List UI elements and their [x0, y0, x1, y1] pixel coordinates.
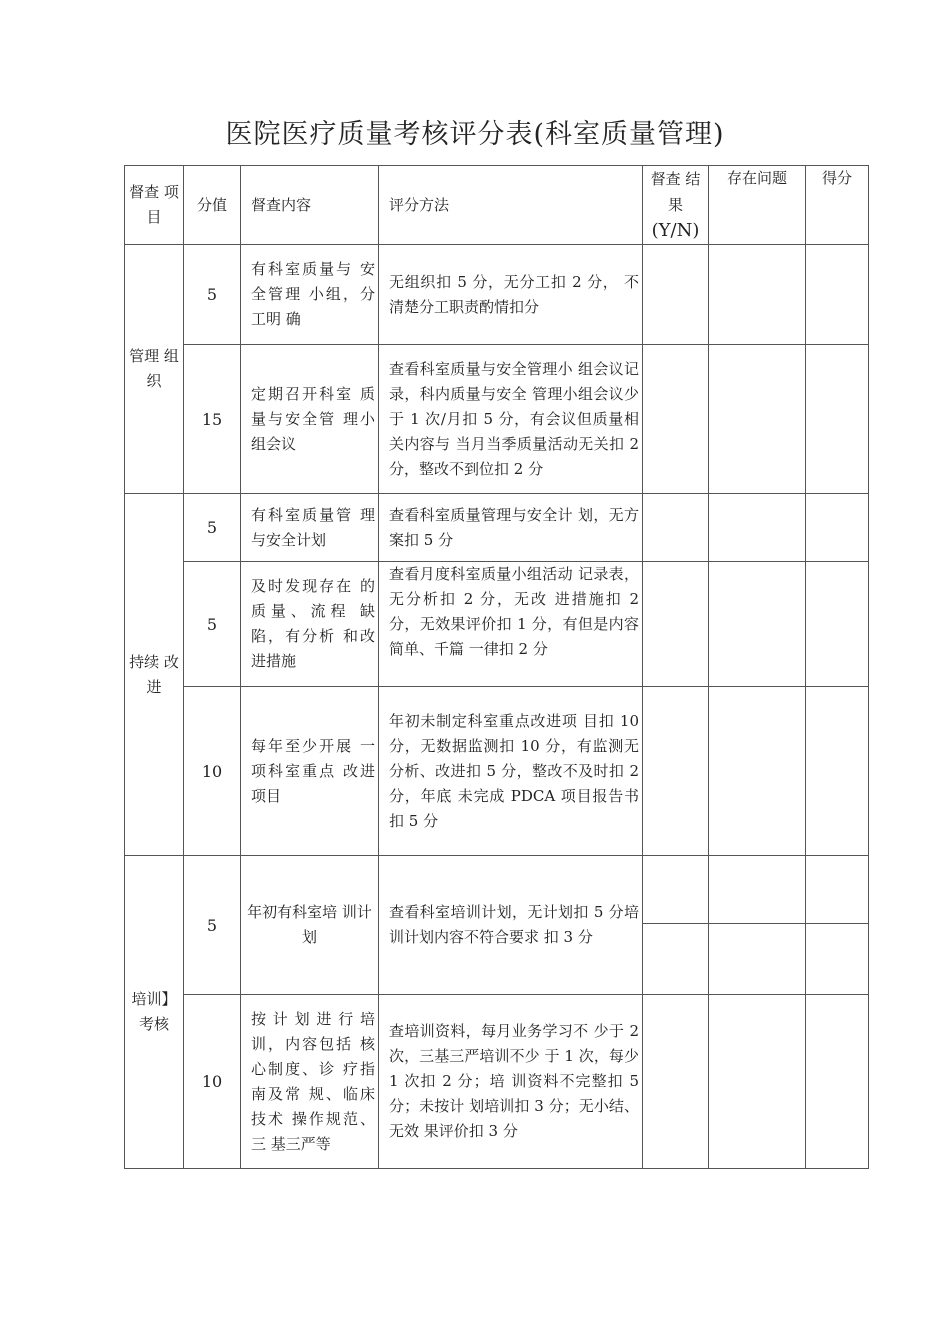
table-row	[125, 494, 869, 562]
points-cell	[806, 687, 869, 856]
score-cell: 5	[184, 245, 241, 345]
content-cell: 有科室质量与 安全管理 小组，分工明 确	[241, 245, 379, 345]
problem-cell	[709, 995, 806, 1169]
score-cell: 5	[184, 562, 241, 687]
method-cell: 查培训资料，每月业务学习不 少于 2 次，三基三严培训不少 于 1 次，每少 1 次扣 2 分；培 训资料不完整扣 5 分；未按计 划培训扣 3 分；无小结、无效 果评价扣 3 分	[379, 995, 643, 1169]
header-method: 评分方法	[379, 166, 643, 245]
header-score: 分值	[184, 166, 241, 245]
points-cell	[806, 494, 869, 562]
score-cell: 5	[184, 856, 241, 995]
table-row	[125, 995, 869, 1169]
header-item: 督查 项目	[125, 166, 184, 245]
category-cell: 持续 改进	[125, 494, 184, 856]
category-cell: 培训】 考核	[125, 856, 184, 1169]
method-cell: 年初未制定科室重点改进项 目扣 10 分，无数据监测扣 10 分，有监测无分析、改进扣 5 分，整改不及时扣 2 分，年底 未完成 PDCA 项目报告书扣 5 分	[379, 687, 643, 856]
content-cell: 每年至少开展 一项科室重点 改进项目	[241, 687, 379, 856]
result-cell	[643, 995, 709, 1169]
problem-cell	[709, 924, 806, 995]
score-cell: 15	[184, 345, 241, 494]
header-result-yn: (Y/N)	[651, 220, 700, 241]
header-points: 得分	[806, 166, 869, 245]
result-cell	[643, 687, 709, 856]
content-cell: 年初有科室培 训计划	[241, 856, 379, 995]
content-cell: 定期召开科室 质量与安全管 理小组会议	[241, 345, 379, 494]
table-row	[125, 245, 869, 345]
result-cell	[643, 494, 709, 562]
content-cell: 有科室质量管 理与安全计划	[241, 494, 379, 562]
method-cell: 查看科室培训计划，无计划扣 5 分培训计划内容不符合要求 扣 3 分	[379, 856, 643, 995]
result-cell	[643, 924, 709, 995]
points-cell	[806, 562, 869, 687]
problem-cell	[709, 562, 806, 687]
problem-cell	[709, 345, 806, 494]
result-cell	[643, 245, 709, 345]
score-cell: 10	[184, 995, 241, 1169]
points-cell	[806, 245, 869, 345]
content-cell: 及时发现存在 的质量、流程 缺陷，有分析 和改进措施	[241, 562, 379, 687]
header-result	[643, 166, 709, 245]
header-row	[125, 166, 869, 245]
problem-cell	[709, 494, 806, 562]
method-cell: 查看科室质量与安全管理小 组会议记录，科内质量与安全 管理小组会议少于 1 次/月扣 5 分，有会议但质量相关内容与 当月当季质量活动无关扣 2 分，整改不到位扣 2 分	[379, 345, 643, 494]
table-row	[125, 856, 869, 924]
points-cell	[806, 995, 869, 1169]
score-cell: 10	[184, 687, 241, 856]
points-cell	[806, 924, 869, 995]
content-cell: 按 计 划 进 行 培训，内容包括 核心制度、诊 疗指南及常 规、临床技术 操作规范、三 基三严等	[241, 995, 379, 1169]
problem-cell	[709, 687, 806, 856]
result-cell	[643, 856, 709, 924]
header-content: 督查内容	[241, 166, 379, 245]
points-cell	[806, 345, 869, 494]
method-cell: 查看月度科室质量小组活动 记录表，无分析扣 2 分，无改 进措施扣 2 分，无效果评价扣 1 分，有但是内容简单、千篇 一律扣 2 分	[379, 562, 643, 687]
document-title: 医院医疗质量考核评分表(科室质量管理)	[225, 119, 725, 150]
category-cell: 管理 组织	[125, 245, 184, 494]
method-cell: 查看科室质量管理与安全计 划，无方案扣 5 分	[379, 494, 643, 562]
method-cell: 无组织扣 5 分，无分工扣 2 分， 不清楚分工职责酌情扣分	[379, 245, 643, 345]
header-result-label: 督查 结果	[650, 170, 701, 214]
problem-cell	[709, 245, 806, 345]
problem-cell	[709, 856, 806, 924]
result-cell	[643, 345, 709, 494]
score-cell: 5	[184, 494, 241, 562]
scoring-table	[124, 165, 869, 1169]
header-problem: 存在问题	[709, 166, 806, 245]
table-row	[125, 687, 869, 856]
result-cell	[643, 562, 709, 687]
points-cell	[806, 856, 869, 924]
table-row	[125, 345, 869, 494]
table-row	[125, 562, 869, 687]
